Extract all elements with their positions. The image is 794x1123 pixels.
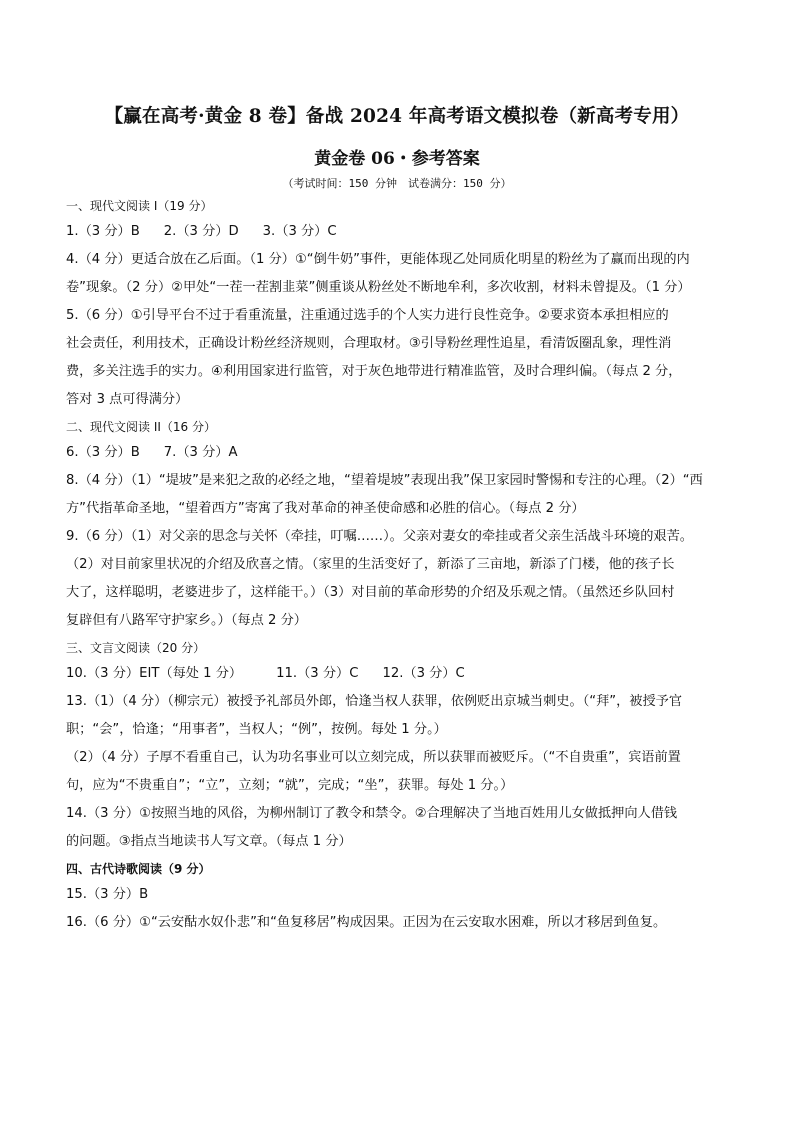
answer-q6: 6.（3 分）B <box>66 445 140 460</box>
answer-q3: 3.（3 分）C <box>262 224 337 239</box>
section-heading-poetry: 四、古代诗歌阅读（9 分） <box>66 862 211 876</box>
answer-q1: 1.（3 分）B <box>66 224 140 239</box>
answer-q14-line-2: 的问题。③指点当地读书人写文章。（每点 1 分） <box>66 834 352 849</box>
document-subtitle: 黄金卷 06・参考答案 <box>314 149 480 169</box>
answer-q5-line-1: 5.（6 分）①引导平台不过于看重流量，注重通过选手的个人实力进行良性竞争。②要求资本承担相应的 <box>66 308 669 323</box>
answer-q13-line-2: 职；“会”，恰逢；“用事者”，当权人；“例”，按例。每处 1 分。） <box>66 722 447 737</box>
section-heading-reading-2: 二、现代文阅读 II（16 分） <box>66 420 216 434</box>
answer-q5-line-3: 费，多关注选手的实力。④利用国家进行监管，对于灰色地带进行精准监管，及时合理纠偏。（每点 2 分， <box>66 364 682 379</box>
answer-q8-line-1: 8.（4 分）（1）“堤坡”是来犯之敌的必经之地，“望着堤坡”表现出我”保卫家园时警惕和专注的心理。（2）“西 <box>66 473 703 488</box>
answer-q5-line-2: 社会责任，利用技术，正确设计粉丝经济规则，合理取材。③引导粉丝理性追星，看清饭圈乱象，理性消 <box>66 336 672 351</box>
answer-q9-line-2: （2）对目前家里状况的介绍及欣喜之情。（家里的生活变好了，新添了三亩地，新添了门楼，他的孩子长 <box>66 557 675 572</box>
answer-q12: 12.（3 分）C <box>382 666 465 681</box>
answer-q4-line-2: 卷”现象。（2 分）②甲处“一茬一茬割韭菜”侧重谈从粉丝处不断地牟利，多次收割，材料未曾提及。（1 分） <box>66 280 691 295</box>
section-heading-classical-chinese: 三、文言文阅读（20 分） <box>66 641 206 655</box>
answer-q7: 7.（3 分）A <box>163 445 238 460</box>
answer-q9-line-1: 9.（6 分）（1）对父亲的思念与关怀（牵挂，叮嘱……）。父亲对妻女的牵挂或者父亲生活战斗环境的艰苦。 <box>66 529 693 544</box>
document-title: 【赢在高考·黄金 8 卷】备战 2024 年高考语文模拟卷（新高考专用） <box>104 106 690 127</box>
answer-q14-line-1: 14.（3 分）①按照当地的风俗，为柳州制订了教令和禁令。②合理解决了当地百姓用儿女做抵押向人借钱 <box>66 806 678 821</box>
answer-q4-line-1: 4.（4 分）更适合放在乙后面。（1 分）①“倒牛奶”事件，更能体现乙处同质化明星的粉丝为了赢而出现的内 <box>66 252 690 267</box>
answer-q9-line-3: 大了，这样聪明，老婆进步了，这样能干。）（3）对目前的革命形势的介绍及乐观之情。（虽然还乡队回村 <box>66 585 675 600</box>
section-heading-reading-1: 一、现代文阅读 I（19 分） <box>66 199 213 213</box>
answer-q8-line-2: 方”代指革命圣地，“望着西方”寄寓了我对革命的神圣使命感和必胜的信心。（每点 2 分） <box>66 501 585 516</box>
answer-q2: 2.（3 分）D <box>163 224 239 239</box>
answer-q15: 15.（3 分）B <box>66 887 149 902</box>
answer-q9-line-4: 复辟但有八路军守护家乡。）（每点 2 分） <box>66 613 307 628</box>
answer-q11: 11.（3 分）C <box>276 666 359 681</box>
answer-line-q6-7 <box>66 442 728 463</box>
answer-q13-line-4: 句，应为“不贵重自”；“立”，立刻；“就”，完成；“坐”，获罪。每处 1 分。） <box>66 778 514 793</box>
answer-line-q10-12 <box>66 663 728 684</box>
answer-line-q1-3 <box>66 221 728 242</box>
answer-q16-line-1: 16.（6 分）①“云安酤水奴仆悲”和“鱼复移居”构成因果。正因为在云安取水困难，所以才移居到鱼复。 <box>66 915 667 930</box>
exam-info: （考试时间：150 分钟 试卷满分：150 分） <box>282 177 512 190</box>
answer-q5-line-4: 答对 3 点可得满分） <box>66 392 189 407</box>
answer-q13-line-1: 13.（1）（4 分）（柳宗元）被授予礼部员外郎，恰逢当权人获罪，依例贬出京城当刺史。（“拜”，被授予官 <box>66 694 683 709</box>
answer-q10: 10.（3 分）EIT（每处 1 分） <box>66 666 243 681</box>
answer-q13-line-3: （2）（4 分）子厚不看重自己，认为功名事业可以立刻完成，所以获罪而被贬斥。（“不自贵重”，宾语前置 <box>66 750 681 765</box>
